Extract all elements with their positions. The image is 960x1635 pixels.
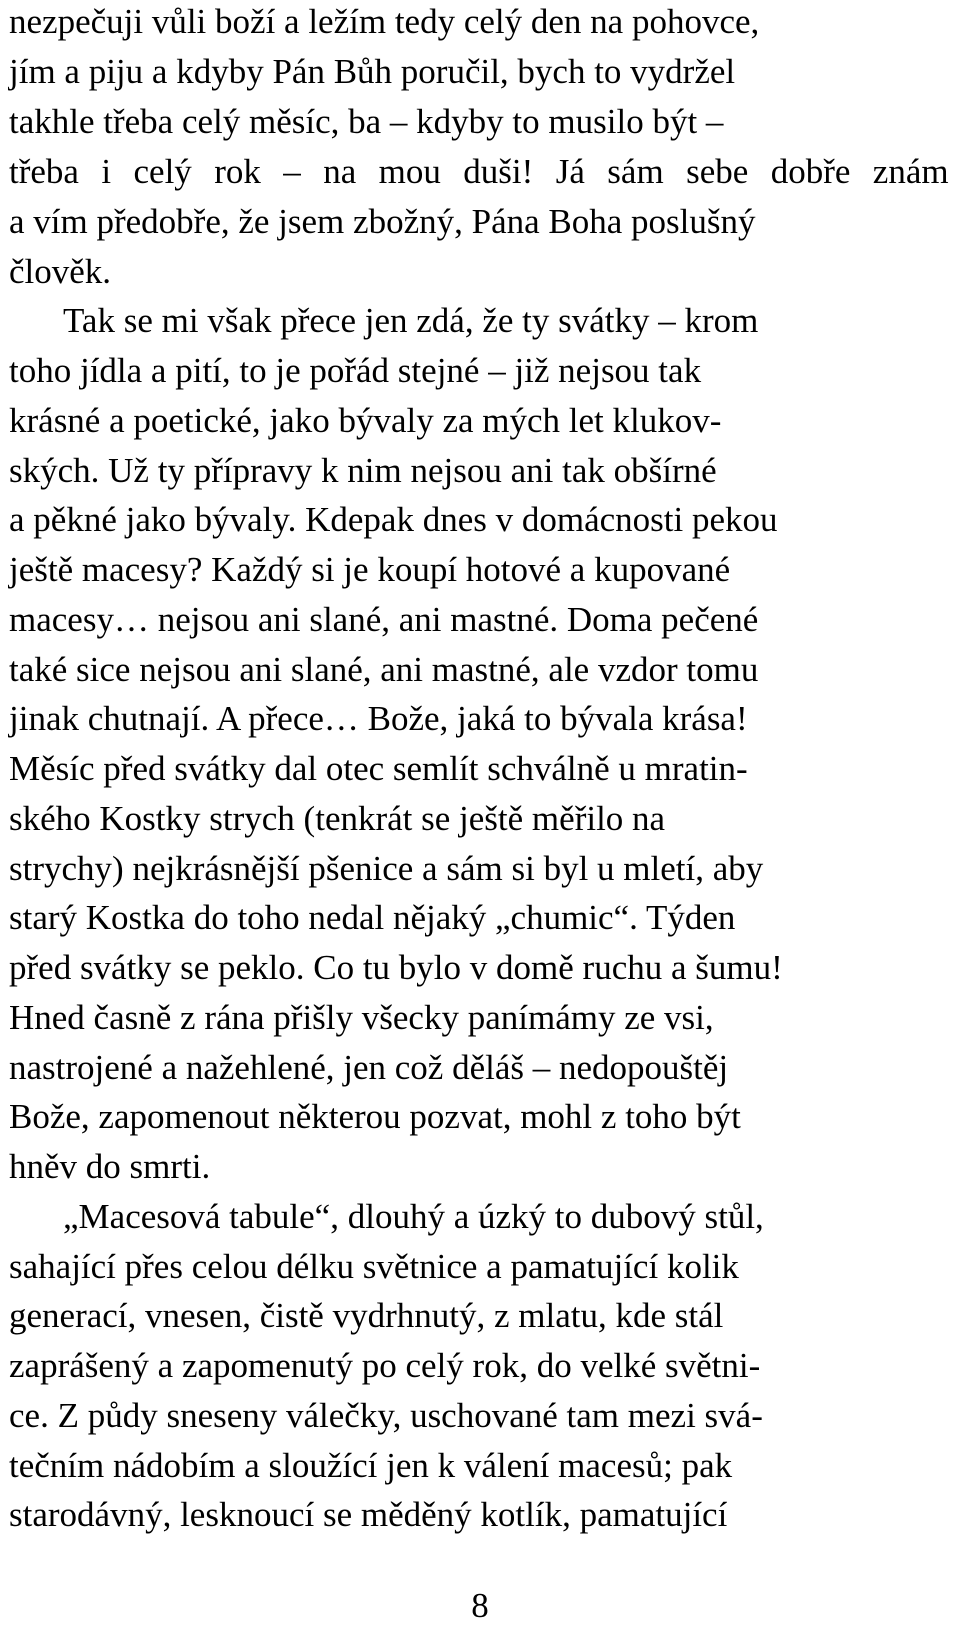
text-line-25: „Macesová tabule“, dlouhý a úzký to dubový stůl, xyxy=(63,1197,764,1236)
text-line-19: starý Kostka do toho nedal nějaký „chumic“. Týden xyxy=(9,898,736,937)
text-line-27: generací, vnesen, čistě vydrhnutý, z mlatu, kde stál xyxy=(9,1296,724,1335)
text-line-29: ce. Z půdy sneseny válečky, uschované tam mezi svá- xyxy=(9,1396,763,1435)
text-line-3: takhle třeba celý měsíc, ba – kdyby to musilo být – xyxy=(9,102,724,141)
text-line-10: ských. Už ty přípravy k nim nejsou ani tak obšírné xyxy=(9,451,717,490)
text-line-23: Bože, zapomenout některou pozvat, mohl z toho být xyxy=(9,1097,741,1136)
text-line-14: také sice nejsou ani slané, ani mastné, ale vzdor tomu xyxy=(9,650,759,689)
text-line-2: jím a piju a kdyby Pán Bůh poručil, bych to vydržel xyxy=(9,52,736,91)
text-line-21: Hned časně z rána přišly všecky panímámy ze vsi, xyxy=(9,998,714,1037)
text-line-24: hněv do smrti. xyxy=(9,1147,211,1186)
text-line-17: ského Kostky strych (tenkrát se ještě měřilo na xyxy=(9,799,666,838)
text-line-12: ještě macesy? Každý si je koupí hotové a kupované xyxy=(9,550,731,589)
text-line-13: macesy… nejsou ani slané, ani mastné. Doma pečené xyxy=(9,600,759,639)
text-line-26: sahající přes celou délku světnice a pamatující kolik xyxy=(9,1247,739,1286)
text-line-20: před svátky se peklo. Co tu bylo v domě ruchu a šumu! xyxy=(9,948,783,987)
text-line-22: nastrojené a nažehlené, jen což děláš – nedopouštěj xyxy=(9,1048,729,1087)
text-line-9: krásné a poetické, jako bývaly za mých let klukov- xyxy=(9,401,722,440)
text-line-5: a vím předobře, že jsem zbožný, Pána Boha poslušný xyxy=(9,202,756,241)
text-line-18: strychy) nejkrásnější pšenice a sám si byl u mletí, aby xyxy=(9,849,764,888)
text-line-6: člověk. xyxy=(9,252,112,291)
text-line-8: toho jídla a pití, to je pořád stejné – již nejsou tak xyxy=(9,351,702,390)
text-line-28: zaprášený a zapomenutý po celý rok, do velké světni- xyxy=(9,1346,761,1385)
page-number: 8 xyxy=(471,1586,489,1625)
text-line-30: tečním nádobím a sloužící jen k válení macesů; pak xyxy=(9,1446,733,1485)
text-line-15: jinak chutnají. A přece… Bože, jaká to bývala krása! xyxy=(9,699,748,738)
text-line-1: nezpečuji vůli boží a ležím tedy celý den na pohovce, xyxy=(9,2,760,41)
text-line-7: Tak se mi však přece jen zdá, že ty svátky – krom xyxy=(63,301,759,340)
text-line-16: Měsíc před svátky dal otec semlít schválně u mratin- xyxy=(9,749,748,788)
text-line-11: a pěkné jako bývaly. Kdepak dnes v domácnosti pekou xyxy=(9,500,778,539)
text-line-31: starodávný, lesknoucí se měděný kotlík, pamatující xyxy=(9,1495,728,1534)
text-line-4: třeba i celý rok – na mou duši! Já sám sebe dobře znám xyxy=(9,152,949,191)
